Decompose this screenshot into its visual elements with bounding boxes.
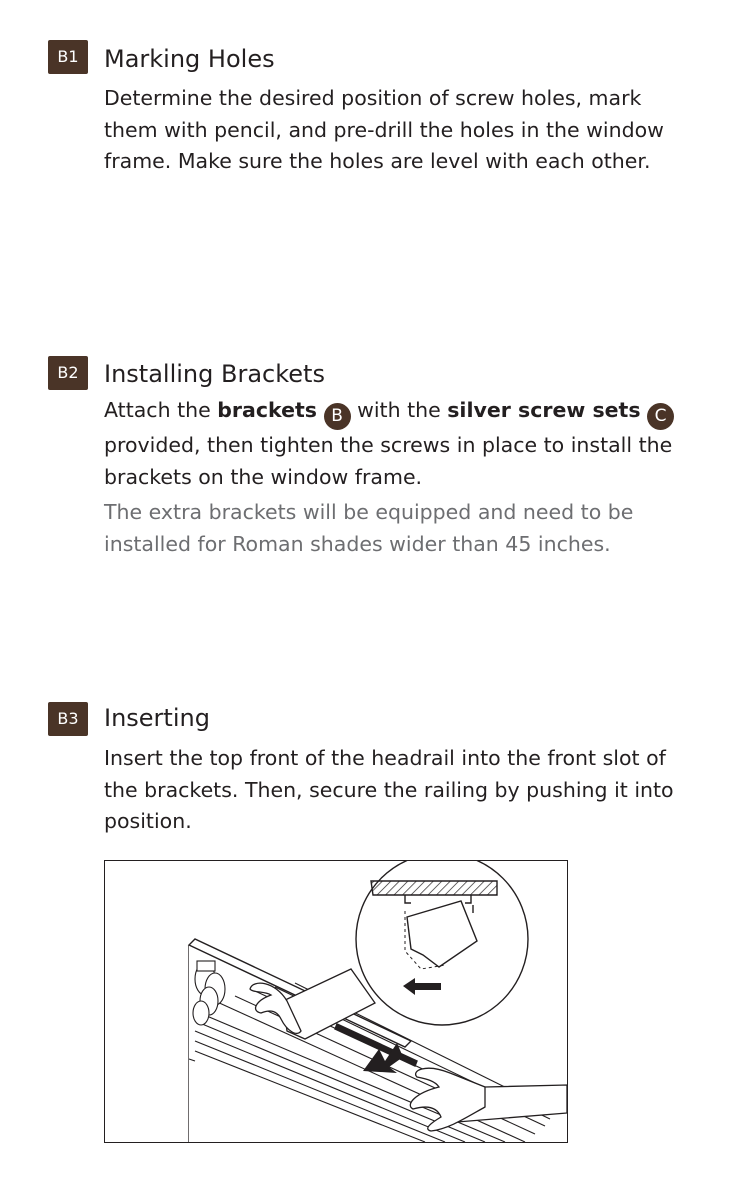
illustration-drawing [105, 861, 567, 1142]
text-segment: with the [350, 398, 448, 422]
step-text-b2 [104, 395, 694, 493]
part-marker-c: C [647, 403, 674, 430]
installation-illustration [104, 860, 568, 1143]
step-text-b3: Insert the top front of the headrail into the front slot of the brackets. Then, secure the railing by pushing it into position. [104, 746, 674, 833]
step-badge-b1: B1 [48, 40, 88, 74]
text-segment: Attach the [104, 398, 218, 422]
screw-sets-label: silver screw sets [447, 398, 641, 422]
step-title-inserting: Inserting [104, 704, 210, 732]
detail-magnifier [356, 861, 528, 1025]
step-note-b2: The extra brackets will be equipped and need to be installed for Roman shades wider than 45 inches. [104, 500, 634, 556]
step-badge-b2: B2 [48, 356, 88, 390]
step-title-marking-holes: Marking Holes [104, 45, 275, 73]
part-marker-b: B [324, 403, 351, 430]
step-text-b1: Determine the desired position of screw holes, mark them with pencil, and pre-drill the holes in the window frame. Make sure the holes are level with each other. [104, 86, 664, 173]
step-title-installing-brackets: Installing Brackets [104, 360, 325, 388]
text-segment: provided, then tighten the screws in place to install the brackets on the window frame. [104, 433, 673, 489]
brackets-label: brackets [217, 398, 318, 422]
step-badge-b3: B3 [48, 702, 88, 736]
